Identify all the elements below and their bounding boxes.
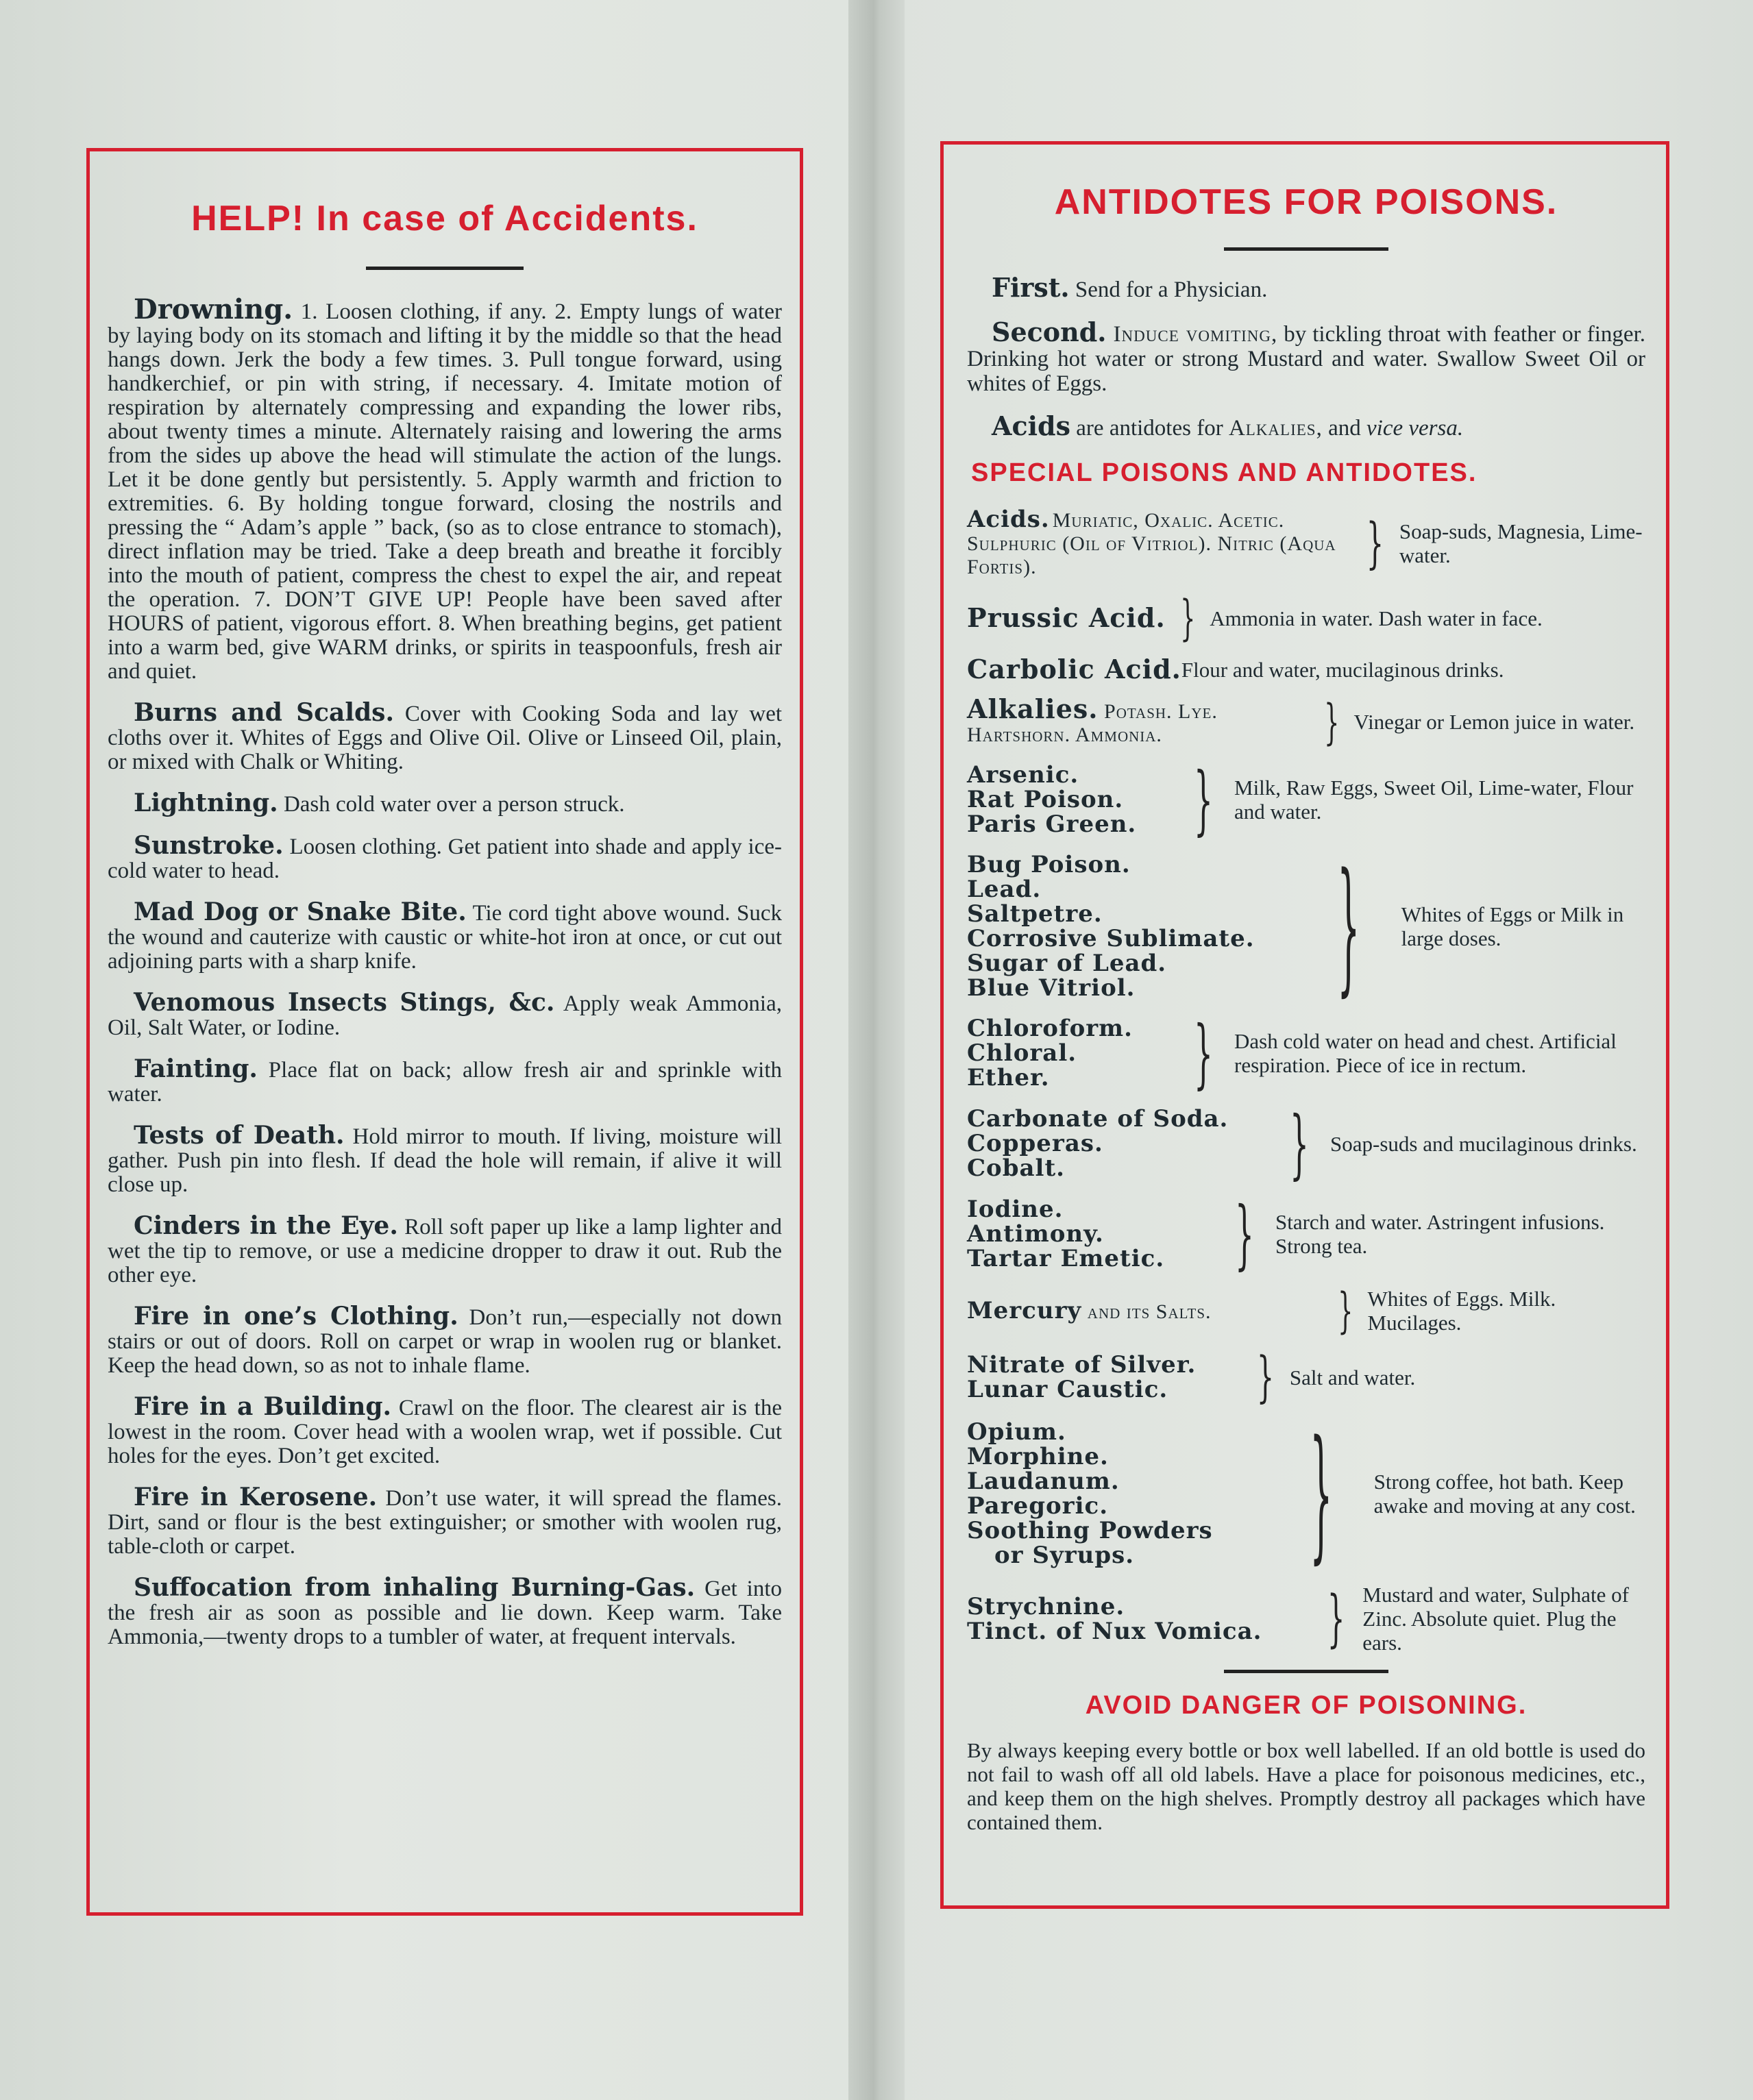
step-smallcaps: Alkalies, [1228, 416, 1323, 441]
brace-glyph: } [1256, 1345, 1275, 1409]
entry-head: Lightning. [134, 789, 278, 817]
poison-name: Iodine. [967, 1196, 1064, 1223]
brace-glyph: } [1310, 1409, 1333, 1577]
poison-name: Arsenic. [967, 761, 1079, 789]
antidote-text: Starch and water. Astringent infusions. Strong tea. [1275, 1210, 1605, 1258]
poison-name: Rat Poison. [967, 786, 1124, 813]
brace-glyph: } [1337, 842, 1360, 1010]
entry-sunstroke [108, 831, 782, 883]
antidotes-title: ANTIDOTES FOR POISONS. [1054, 182, 1558, 222]
poison-row-acids [967, 507, 1645, 579]
avoid-text: By always keeping every bottle or box well labelled. If an old bottle is used do not fail to wash off all old labels. Have a place for poisonous medicines, etc., and keep them on the high shelves. Promptly destroy all packages which have contained them. [967, 1738, 1645, 1834]
entry-head: Drowning. [134, 293, 293, 325]
poison-name: Antimony. [967, 1220, 1104, 1248]
entry-text: Get into the fresh air as soon as possible and lie down. Keep warm. Take Ammonia,—twenty drops to a tumbler of water, at frequent intervals. [108, 1577, 783, 1649]
entry-text: Place flat on back; allow fresh air and sprinkle with water. [108, 1058, 782, 1107]
poison-detail: Potash. Lye. [1098, 700, 1218, 723]
entry-head: Cinders in the Eye. [134, 1211, 398, 1240]
poison-names [967, 1107, 1268, 1181]
entry-head: Fire in Kerosene. [134, 1483, 378, 1511]
entry-text: 1. Loosen clothing, if any. 2. Empty lungs of water by laying body on its stomach and lifting it by the middle so that the head hangs down. Jerk the body a few times. 3. Pull tongue forward, using handkerchief, or pin with string, if necessary. 4. Imitate motion of respiration by alternately compressing and expanding the lower ribs, about twenty times a minute. Alternately raising and lowering the arms from the sides up above the head will stimulate the action of the lungs. Let it be done gently but persistently. 5. Apply warmth and friction to extremities. 6. By holding tongue forward, closing the nostrils and pressing the “ Adam’s apple ” back, (so as to close entrance to stomach), direct inflation may be tried. Take a deep breath and breathe it forcibly into the mouth of patient, compress the chest to expel the air, and repeat the operation. 7. DON’T GIVE UP! People have been saved after HOURS of patient, vigorous effort. 8. When breathing begins, get patient into a warm bed, give WARM drinks, or spirits in teaspoonfuls, fresh air and quiet. [108, 299, 782, 684]
step-text: and [1322, 416, 1366, 441]
poison-row-arsenic [967, 756, 1645, 843]
step-italic: vice versa. [1366, 416, 1464, 441]
step-smallcaps: Induce vomiting, [1106, 322, 1278, 347]
poison-detail: and its Salts. [1081, 1300, 1212, 1323]
antidotes-panel [940, 141, 1669, 1909]
step-head: First. [992, 272, 1070, 303]
entry-head: Suffocation from inhaling Burning-Gas. [134, 1573, 696, 1602]
antidote-text: Strong coffee, hot bath. Keep awake and moving at any cost. [1373, 1470, 1636, 1518]
poison-names [967, 1298, 1323, 1324]
entry-fire-kerosene [108, 1485, 782, 1559]
poison-row-nitrate [967, 1345, 1645, 1409]
brace-glyph: } [1179, 590, 1196, 646]
poison-name: Soothing Powders [967, 1517, 1213, 1544]
entry-cinders [108, 1211, 782, 1287]
entry-head: Fainting. [134, 1054, 258, 1083]
entry-text: Dash cold water over a person struck. [278, 792, 625, 817]
poison-name: Carbonate of Soda. [967, 1105, 1229, 1133]
step-head: Second. [992, 317, 1107, 347]
second-step [967, 317, 1646, 396]
poison-name: Strychnine. [967, 1592, 1125, 1620]
poison-names [967, 1352, 1241, 1402]
entry-text: Cover with Cooking Soda and lay wet cloths over it. Whites of Eggs and Olive Oil. Olive or Linseed Oil, plain, or mixed with Chalk or Whiting. [108, 702, 783, 774]
brace-glyph: } [1327, 1582, 1345, 1655]
entry-head: Venomous Insects Stings, &c. [134, 988, 555, 1017]
poison-row-iodine [967, 1190, 1645, 1278]
entry-head: Fire in a Building. [134, 1392, 392, 1421]
entry-lightning [108, 791, 782, 817]
poison-name: or Syrups. [994, 1542, 1135, 1569]
first-step [967, 272, 1645, 303]
step-text: by tickling throat with feather or finger. Drinking hot water or strong Mustard and water. Swallow Sweet Oil or whites of Eggs. [967, 322, 1646, 396]
poison-row-prussic [967, 590, 1645, 646]
entry-text: Don’t use water, it will spread the flames. Dirt, sand or flour is the best extinguisher; or smother with woolen rug, table-cloth or carpet. [108, 1486, 783, 1559]
poison-name: Nitrate of Silver. [967, 1351, 1197, 1379]
poison-name: Paris Green. [967, 811, 1137, 838]
entry-insects [108, 988, 782, 1040]
poison-names [967, 1594, 1310, 1644]
entry-text: Loosen clothing. Get patient into shade and apply ice-cold water to head. [108, 835, 782, 883]
avoid-title: AVOID DANGER OF POISONING. [1085, 1691, 1528, 1720]
accidents-list [108, 293, 783, 1649]
poison-name: Chloroform. [967, 1015, 1133, 1042]
poison-row-chloroform [967, 1009, 1645, 1097]
step-text: Send for a Physician. [1069, 277, 1268, 302]
poison-name: Tartar Emetic. [967, 1245, 1165, 1272]
entry-head: Mad Dog or Snake Bite. [134, 898, 467, 926]
entry-head: Fire in one’s Clothing. [134, 1302, 458, 1331]
brace-glyph: } [1366, 510, 1384, 575]
poison-name: Laudanum. [967, 1468, 1120, 1495]
poison-name: Opium. [967, 1418, 1066, 1446]
accidents-title: HELP! In case of Accidents. [191, 199, 698, 238]
entry-mad-dog [108, 900, 782, 974]
poison-name: Lunar Caustic. [967, 1376, 1168, 1403]
poison-name: Corrosive Sublimate. [967, 925, 1255, 952]
antidote-text: Vinegar or Lemon juice in water. [1353, 710, 1635, 734]
poison-row-alkalies [967, 693, 1645, 750]
acids-rule [967, 410, 1645, 441]
accidents-panel [86, 148, 803, 1916]
entry-suffocation [108, 1573, 783, 1649]
entry-fire-clothing [108, 1302, 782, 1378]
poison-name: Prussic Acid. [967, 602, 1166, 633]
antidote-text: Salt and water. [1289, 1365, 1416, 1389]
title-rule [1224, 247, 1388, 251]
poison-name: Sugar of Lead. [967, 950, 1167, 977]
poison-row-strychnine [967, 1583, 1645, 1655]
poison-row-carbolic [967, 654, 1645, 684]
poison-name: Acids. [967, 506, 1050, 533]
entry-text: Tie cord tight above wound. Suck the wound and cauterize with caustic or white-hot iron at once, or cut out adjoining parts with a sharp knife. [108, 901, 782, 974]
step-head: Acids [992, 410, 1071, 441]
entry-head: Sunstroke. [134, 831, 284, 860]
poison-names [967, 507, 1351, 579]
antidote-text: Ammonia in water. Dash water in face. [1210, 606, 1543, 630]
step-text: are antidotes for [1070, 416, 1229, 441]
antidote-text: Whites of Eggs. Milk. Mucilages. [1367, 1287, 1556, 1335]
entry-text: Crawl on the floor. The clearest air is the lowest in the room. Cover head with a woolen wrap, wet if possible. Cut holes for the eyes. Don’t get excited. [108, 1396, 782, 1468]
brace-glyph: } [1290, 1100, 1309, 1187]
brace-glyph: } [1194, 1009, 1213, 1097]
poison-names [967, 852, 1296, 1000]
poison-name: Mercury [967, 1296, 1082, 1324]
poison-names [967, 763, 1173, 837]
poison-names [967, 1016, 1173, 1090]
antidote-text: Dash cold water on head and chest. Artificial respiration. Piece of ice in rectum. [1234, 1029, 1617, 1077]
antidote-text: Flour and water, mucilaginous drinks. [1181, 657, 1504, 682]
brace-glyph: } [1235, 1190, 1254, 1278]
poison-name: Lead. [967, 876, 1042, 903]
section-rule [1224, 1670, 1388, 1673]
brace-glyph: } [1338, 1283, 1353, 1339]
poison-name: Ether. [967, 1064, 1050, 1091]
antidote-text: Soap-suds and mucilaginous drinks. [1330, 1131, 1637, 1156]
poison-detail: Hartshorn. Ammonia. [967, 724, 1162, 746]
poison-name: Blue Vitriol. [967, 974, 1136, 1002]
antidote-text: Mustard and water, Sulphate of Zinc. Absolute quiet. Plug the ears. [1362, 1583, 1630, 1655]
entry-head: Tests of Death. [134, 1121, 345, 1150]
poison-name: Alkalies. [967, 693, 1099, 724]
poison-name: Saltpetre. [967, 900, 1103, 928]
poison-name: Bug Poison. [967, 851, 1131, 878]
poison-name: Morphine. [967, 1443, 1109, 1470]
antidote-text: Milk, Raw Eggs, Sweet Oil, Lime-water, Flour and water. [1234, 776, 1634, 824]
antidote-text: Whites of Eggs or Milk in large doses. [1401, 902, 1624, 950]
entry-fainting [108, 1054, 782, 1107]
poison-row-carbonate [967, 1100, 1645, 1187]
entry-tests-of-death [108, 1121, 782, 1197]
title-rule [366, 267, 524, 270]
poison-names [967, 693, 1310, 747]
poison-row-opium [967, 1409, 1645, 1577]
entry-head: Burns and Scalds. [134, 698, 394, 727]
poison-row-mercury [967, 1283, 1645, 1339]
antidote-text: Soap-suds, Magnesia, Lime-water. [1399, 519, 1643, 567]
poison-name: Cobalt. [967, 1154, 1065, 1182]
poison-names [967, 1420, 1268, 1568]
entry-text: Roll soft paper up like a lamp lighter and wet the tip to remove, or use a medicine dropper to draw it out. Rub the other eye. [108, 1215, 782, 1287]
special-title: SPECIAL POISONS AND ANTIDOTES. [971, 458, 1478, 487]
poison-row-bug-poison [967, 842, 1645, 1010]
poison-name: Chloral. [967, 1039, 1077, 1067]
poison-name: Tinct. of Nux Vomica. [967, 1617, 1262, 1645]
poison-detail: Muriatic, Oxalic. Acetic. Sulphuric (Oil of Vitriol). Nitric (Aqua Fortis). [967, 509, 1336, 578]
book-gutter [848, 0, 905, 2100]
poison-name: Paregoric. [967, 1492, 1109, 1520]
entry-drowning [108, 293, 782, 684]
entry-text: Hold mirror to mouth. If living, moisture will gather. Push pin into flesh. If dead the hole will remain, if alive it will close up. [108, 1124, 782, 1197]
poison-name: Carbolic Acid. [967, 654, 1181, 684]
entry-text: Don’t run,—especially not down stairs or out of doors. Roll on carpet or wrap in woolen rug or blanket. Keep the head down, so as not to inhale flame. [108, 1305, 782, 1378]
entry-text: Apply weak Ammonia, Oil, Salt Water, or Iodine. [108, 991, 782, 1040]
entry-fire-building [108, 1392, 782, 1468]
poison-name: Copperas. [967, 1130, 1103, 1157]
brace-glyph: } [1324, 693, 1340, 750]
entry-burns [108, 698, 783, 774]
brace-glyph: } [1194, 756, 1213, 843]
poison-names [967, 1197, 1214, 1271]
